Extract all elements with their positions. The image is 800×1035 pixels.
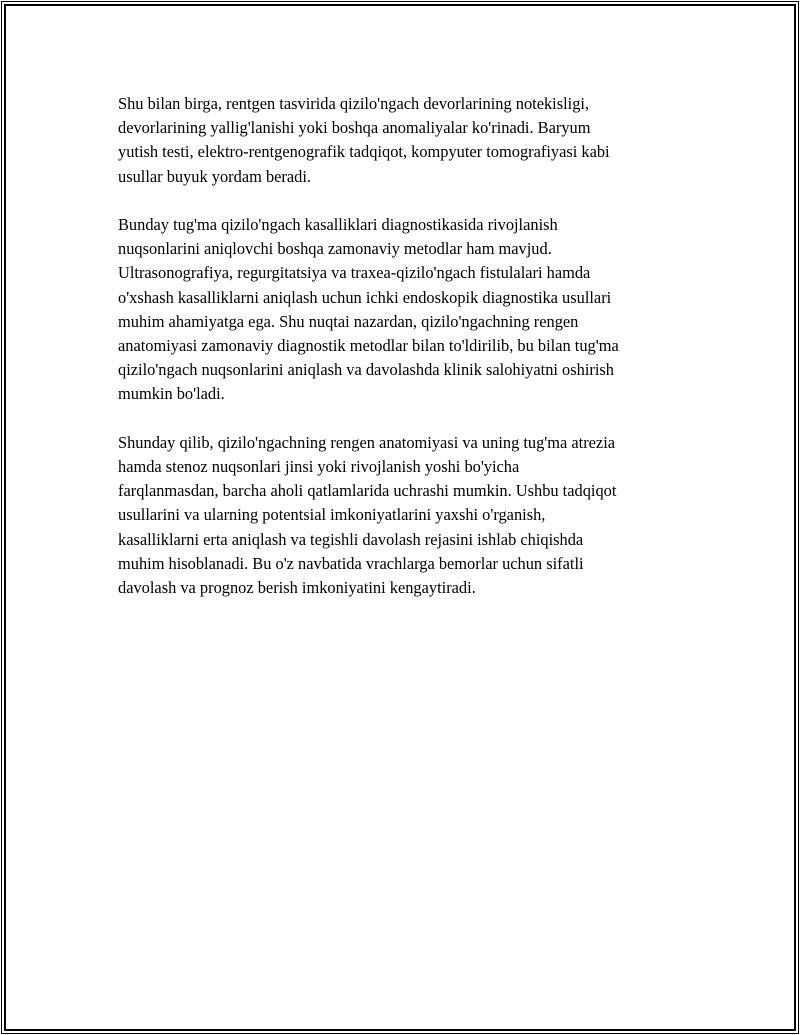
text-line: Bunday tug'ma qizilo'ngach kasalliklari diagnostikasida rivojlanish [118,215,558,234]
text-line: Shunday qilib, qizilo'ngachning rengen anatomiyasi va uning tug'ma atrezia [118,432,616,452]
text-line: qizilo'ngach nuqsonlarini aniqlash va davolashda klinik salohiyatni oshirish [118,360,614,380]
text-line: nuqsonlarini aniqlovchi boshqa zamonaviy metodlar ham mavjud. [118,239,552,259]
text-line: yutish testi, elektro-rentgenografik tadqiqot, kompyuter tomografiyasi kabi [118,142,610,162]
paragraph-3 [118,431,693,600]
text-line: Ultrasonografiya, regurgitatsiya va traxea-qizilo'ngach fistulalari hamda [118,263,591,283]
text-line: Shu bilan birga, rentgen tasvirida qizilo'ngach devorlarining notekisligi, [118,94,590,113]
text-line: devorlarining yallig'lanishi yoki boshqa anomaliyalar ko'rinadi. Baryum [118,118,591,138]
text-line: farqlanmasdan, barcha aholi qatlamlarida uchrashi mumkin. Ushbu tadqiqot [118,481,617,501]
text-line: usullar buyuk yordam beradi. [118,166,311,186]
text-line: muhim hisoblanadi. Bu o'z navbatida vrachlarga bemorlar uchun sifatli [118,553,584,573]
text-line: muhim ahamiyatga ega. Shu nuqtai nazardan, qizilo'ngachning rengen [118,311,579,331]
paragraph-2 [118,213,693,407]
text-line: anatomiyasi zamonaviy diagnostik metodlar bilan to'ldirilib, bu bilan tug'ma [118,336,619,356]
text-line: hamda stenoz nuqsonlari jinsi yoki rivojlanish yoshi bo'yicha [118,457,520,477]
text-line: o'xshash kasalliklarni aniqlash uchun ichki endoskopik diagnostika usullari [118,287,612,307]
text-line: mumkin bo'ladi. [118,384,225,404]
text-line: kasalliklarni erta aniqlash va tegishli davolash rejasini ishlab chiqishda [118,529,584,549]
paragraph-1 [118,92,693,189]
document-body [118,92,693,624]
text-line: usullarini va ularning potentsial imkoniyatlarini yaxshi o'rganish, [118,505,546,525]
text-line: davolash va prognoz berish imkoniyatini kengaytiradi. [118,578,476,598]
